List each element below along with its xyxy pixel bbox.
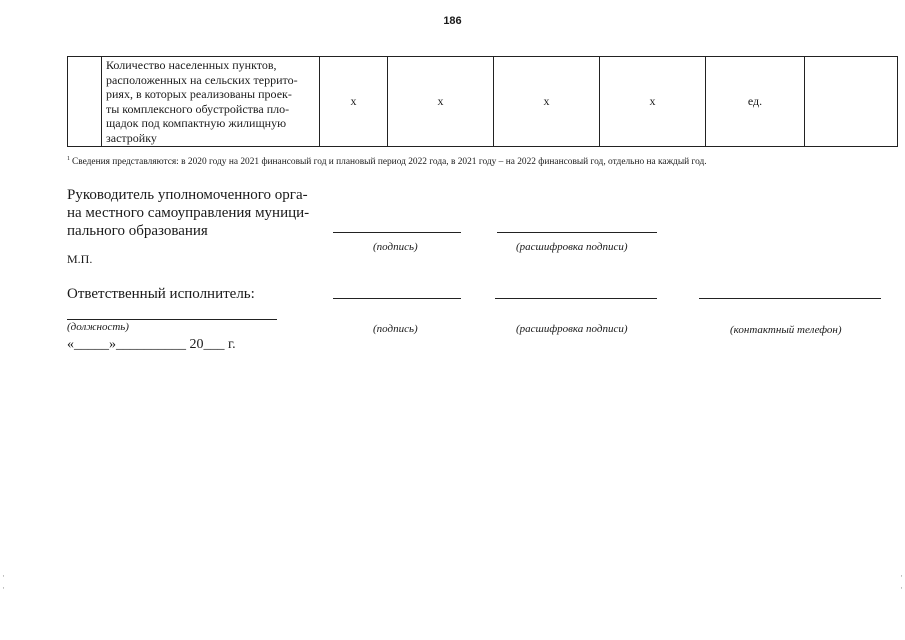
footnote: [67, 156, 707, 167]
phone-caption: (контактный телефон): [730, 324, 842, 336]
footnote-text: Сведения представляются: в 2020 году на 2021 финансовый год и плановый период 2022 года, в 2021 году – на 2022 финансовый год, отдельно на каждый год.: [72, 157, 707, 168]
date-line[interactable]: «_____»__________ 20___ г.: [67, 337, 236, 352]
executor-decoding-caption: (расшифровка подписи): [516, 323, 628, 335]
position-caption: (должность): [67, 321, 129, 333]
empty-value-cell: [805, 57, 898, 147]
unit-cell: ед.: [706, 57, 805, 147]
description-line: риях, в которых реализованы проек-: [106, 87, 292, 102]
head-title-line: Руководитель уполномоченного орга-: [67, 187, 308, 203]
scan-edge-mark: ·: [2, 571, 5, 581]
description-line: ты комплексного обустройства пло-: [106, 101, 290, 116]
value-cell: х: [600, 57, 706, 147]
description-line: щадок под компактную жилищную: [106, 116, 287, 131]
scan-edge-mark: ·: [900, 583, 903, 593]
value-cell: х: [494, 57, 600, 147]
value-cell: х: [388, 57, 494, 147]
report-table: [67, 56, 898, 147]
head-title-line: пального образования: [67, 223, 208, 239]
head-decoding-line[interactable]: [497, 232, 657, 233]
description-line: Количество населенных пунктов,: [106, 58, 277, 72]
executor-decoding-line[interactable]: [495, 298, 657, 299]
executor-label: Ответственный исполнитель:: [67, 286, 255, 302]
description-line: застройку: [106, 130, 157, 145]
executor-phone-line[interactable]: [699, 298, 881, 299]
scan-edge-mark: ·: [900, 571, 903, 581]
row-number-cell: [68, 57, 102, 147]
description-line: расположенных на сельских террито-: [106, 72, 298, 87]
page-number: 186: [443, 15, 462, 27]
stamp-place: М.П.: [67, 252, 93, 266]
head-title: [67, 186, 317, 240]
head-signature-caption: (подпись): [373, 241, 418, 253]
head-title-line: на местного самоуправления муници-: [67, 205, 310, 221]
value-cell: х: [320, 57, 388, 147]
executor-position-line[interactable]: [67, 319, 277, 320]
table-row: [68, 57, 898, 147]
executor-signature-line[interactable]: [333, 298, 461, 299]
head-decoding-caption: (расшифровка подписи): [516, 241, 628, 253]
row-description-cell: [102, 57, 320, 147]
head-signature-line[interactable]: [333, 232, 461, 233]
footnote-marker: 1: [67, 156, 70, 162]
scan-edge-mark: ·: [2, 583, 5, 593]
executor-signature-caption: (подпись): [373, 323, 418, 335]
